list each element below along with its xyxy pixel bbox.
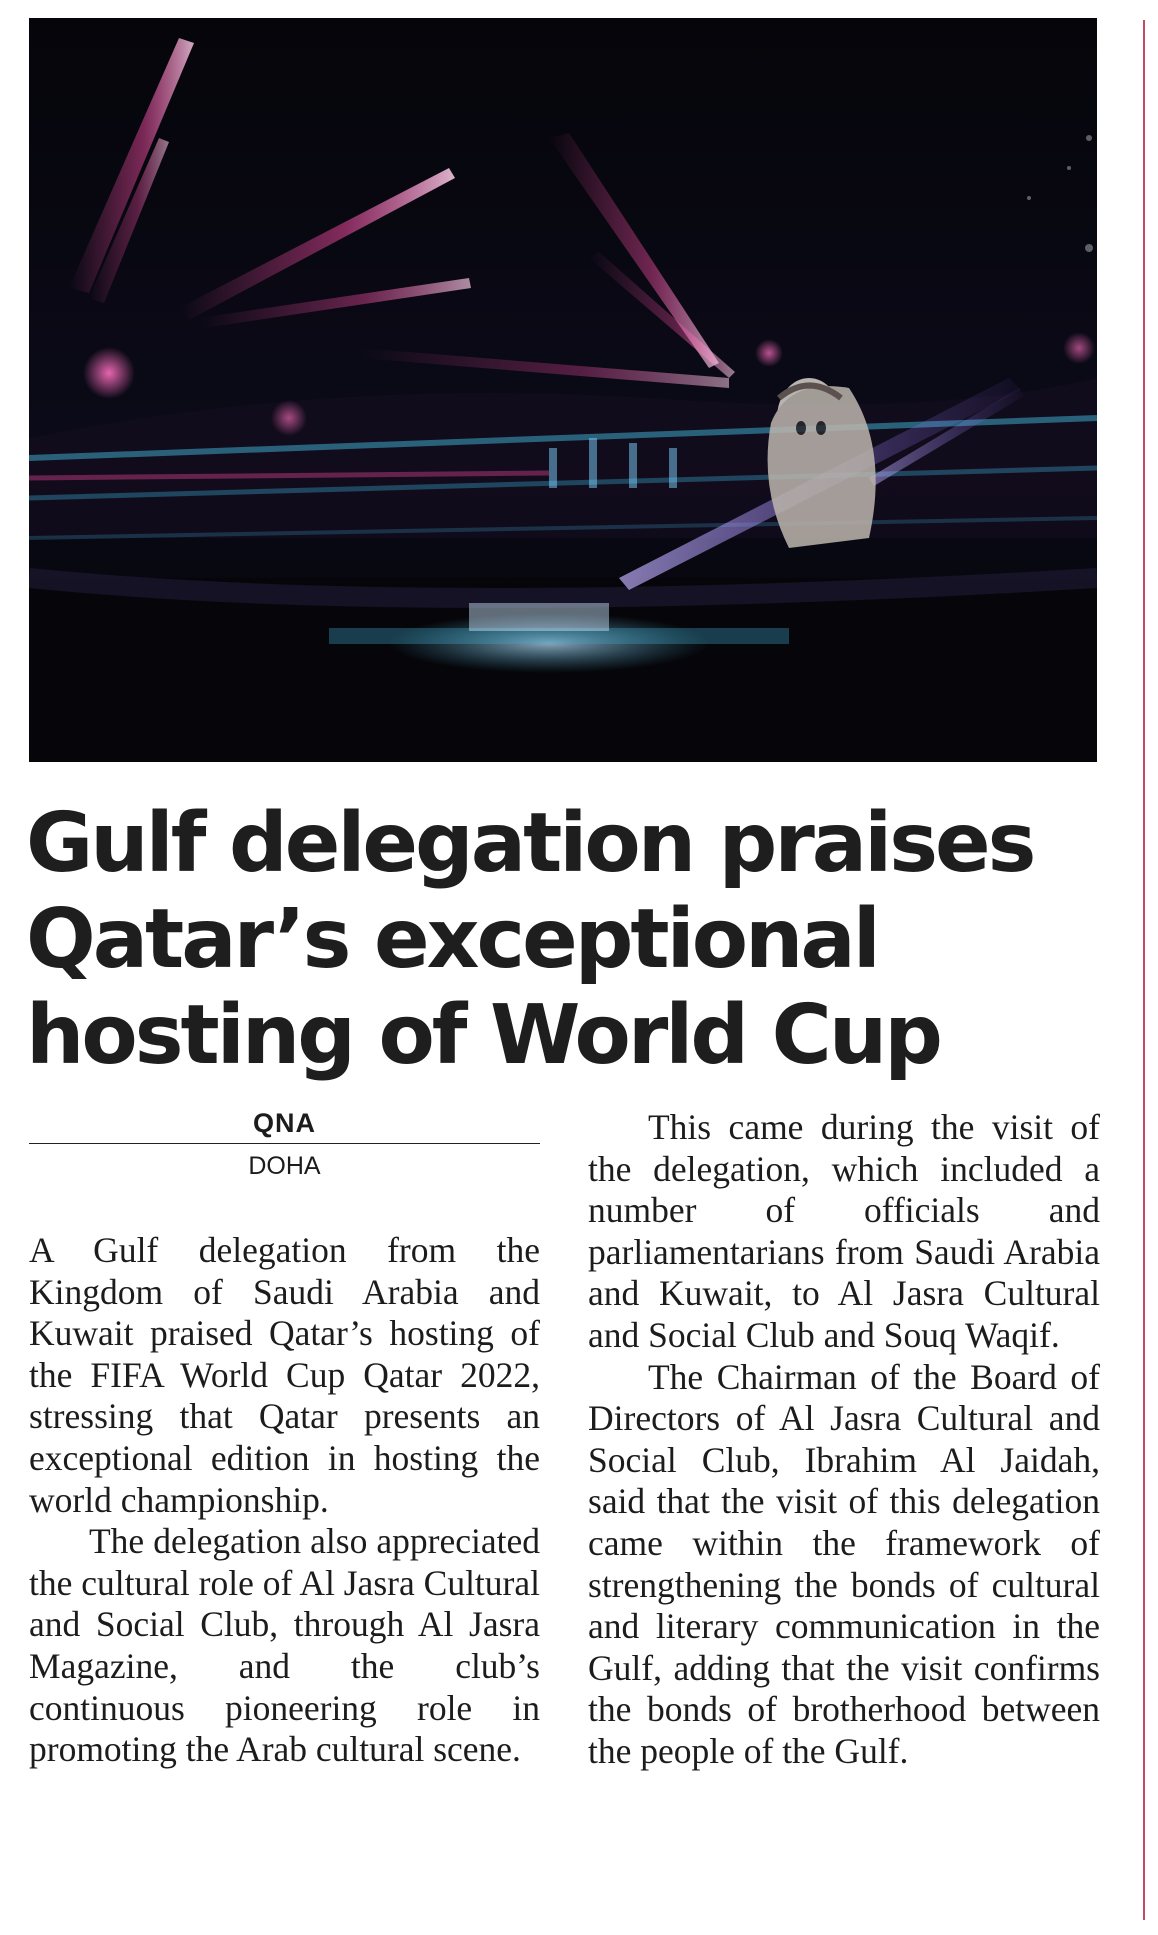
stadium-light-show-image: [29, 18, 1097, 762]
byline: [29, 1106, 540, 1181]
paragraph-2: The delegation also appreciated the cultural role of Al Jasra Cultural and Social Club, through Al Jasra Magazine, and the club’s continuous pioneering role in promoting the Arab cultural scene.: [29, 1521, 540, 1770]
lead-photo: [29, 18, 1097, 762]
page-edge-rule: [1143, 20, 1145, 1920]
body-column-left: [29, 1230, 540, 1771]
headline-line-2: Qatar’s exceptional: [26, 892, 878, 987]
dateline: DOHA: [248, 1152, 321, 1180]
headline: [26, 796, 1126, 1084]
paragraph-3: This came during the visit of the delegation, which included a number of officials and parliamentarians from Saudi Arabia and Kuwait, to Al Jasra Cultural and Social Club and Souq Waqif.: [588, 1107, 1100, 1355]
byline-divider: [29, 1143, 540, 1144]
paragraph-1: A Gulf delegation from the Kingdom of Saudi Arabia and Kuwait praised Qatar’s hosting of the FIFA World Cup Qatar 2022, stressing that Qatar presents an exceptional edition in hosting the world championship.: [29, 1230, 540, 1520]
body-column-right: [588, 1107, 1100, 1773]
headline-line-3: hosting of World Cup: [26, 988, 940, 1083]
headline-line-1: Gulf delegation praises: [26, 796, 1034, 891]
paragraph-4: The Chairman of the Board of Directors of Al Jasra Cultural and Social Club, Ibrahim Al Jaidah, said that the visit of this delegation came within the framework of strengthening the bonds of cultural and literary communication in the Gulf, adding that the visit confirms the bonds of brotherhood between the people of the Gulf.: [588, 1356, 1100, 1771]
news-agency: QNA: [253, 1108, 316, 1138]
